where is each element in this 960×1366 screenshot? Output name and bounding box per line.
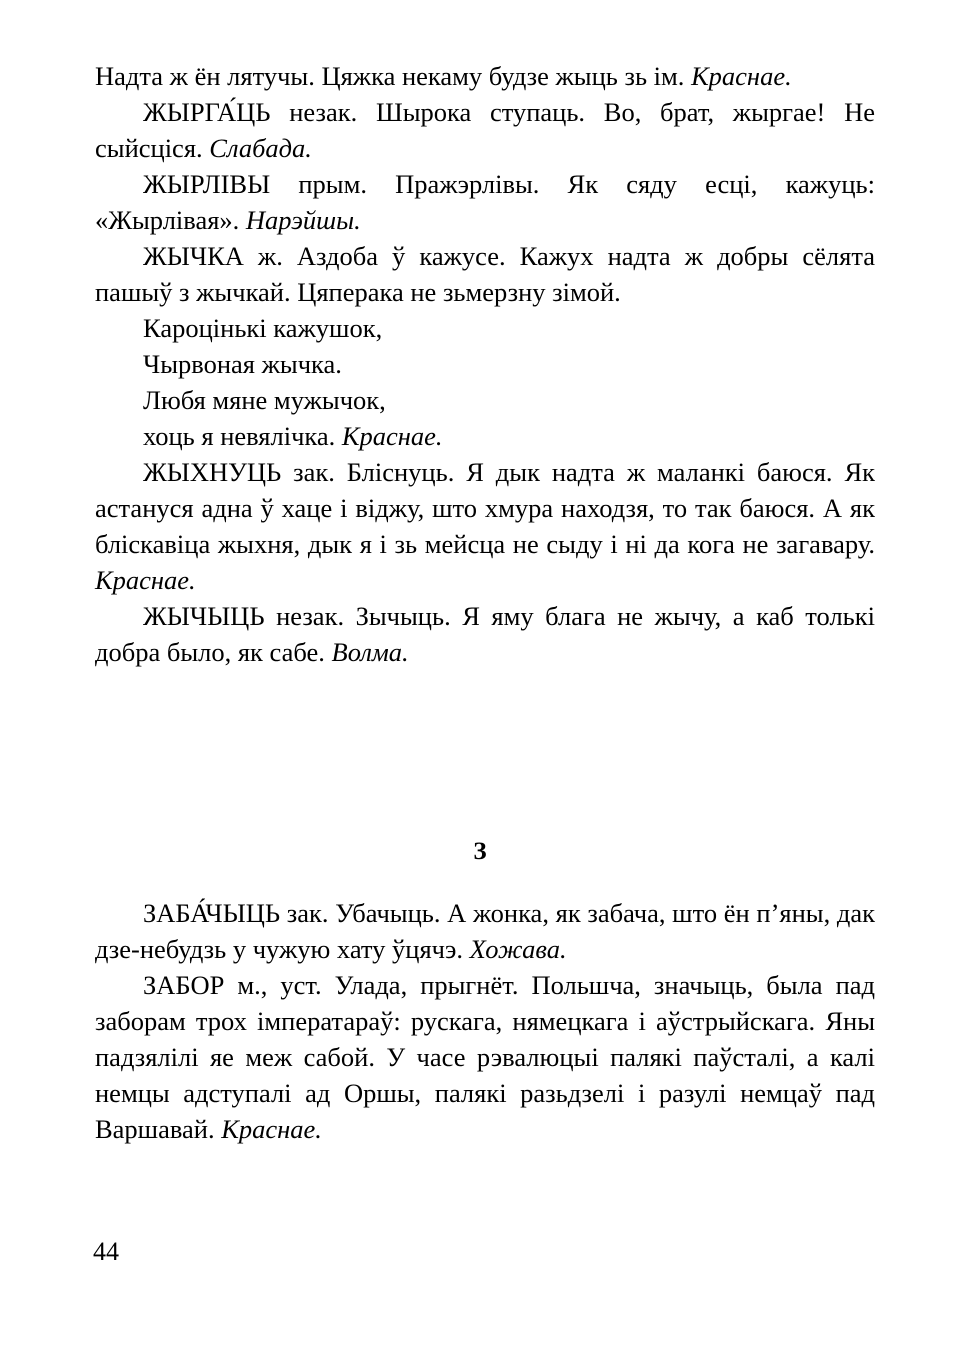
entry-source: Волма.: [331, 637, 409, 667]
text-column-after-section: [95, 895, 875, 1147]
entry-body: м., уст. Улада, прыгнёт. Польшча, значыць, была пад заборам трох імператараў: рускага, нямецкага і аўстрыйскага. Яны падзялілі яе меж сабой. У часе рэвалюцыі палякі паўсталі, а калі немцы адступалі ад Оршы, палякі разьдзелі і разулі немцаў пад Варшавай.: [95, 970, 875, 1144]
entry-headword: ЗАБОР: [143, 970, 225, 1000]
entry-zabor: [95, 967, 875, 1147]
entry-headword: ЖЫРГА́ЦЬ: [143, 97, 271, 127]
verse-line: Любя мяне мужычок,: [143, 385, 386, 415]
entry-headword: ЖЫХНУЦЬ: [143, 457, 282, 487]
entry-source: Слабада.: [209, 133, 312, 163]
entry-body: ж. Аздоба ў кажусе. Кажух надта ж добры сёлята пашыў з жычкай. Цяперака не зьмерзну зімой.: [95, 241, 875, 307]
entry-body: Надта ж ён лятучы. Цяжка некаму будзе жыць зь ім.: [95, 61, 692, 91]
entry-zhyrlivy: [95, 166, 875, 238]
entry-zhychka: [95, 238, 875, 310]
entry-source: Краснае.: [691, 61, 792, 91]
verse-source: Краснае.: [341, 421, 443, 451]
entry-body: незак. Зычыць. Я яму блага не жычу, а каб толькі добра было, як сабе.: [95, 601, 875, 667]
entry-zhychyc: [95, 598, 875, 670]
entry-source: Хожава.: [469, 934, 567, 964]
entry-headword: ЖЫЧКА: [143, 241, 244, 271]
entry-zhyrhac: [95, 94, 875, 166]
verse-line-last: [143, 418, 875, 454]
verse-block: [95, 310, 875, 454]
entry-zhyhnuc: [95, 454, 875, 598]
page-number: 44: [93, 1237, 119, 1266]
entry-headword: ЖЫРЛІВЫ: [143, 169, 271, 199]
entry-source: Нарэйшы.: [245, 205, 361, 235]
verse-line: Чырвоная жычка.: [143, 349, 342, 379]
section-letter-heading: З: [473, 838, 487, 865]
entry-body: зак. Бліснуць. Я дык надта ж маланкі баюся. Як астануся адна ў хаце і віджу, што хмура находзя, то так баюся. А як бліскавіца жыхня, дык я і зь мейсца не сыду і ні да кога не загавару.: [95, 457, 875, 559]
entry-source: Краснае.: [221, 1114, 322, 1144]
entry-body: незак. Шырока ступаць. Во, брат, жыргае! Не сыйсціся.: [95, 97, 875, 163]
verse-line: Кароцінькі кажушок,: [143, 313, 383, 343]
entry-zabachyc: [95, 895, 875, 967]
entry-headword: ЖЫЧЫЦЬ: [143, 601, 265, 631]
verse-line-text: хоць я невялічка.: [143, 421, 336, 451]
entry-body: прым. Пражэрлівы. Як сяду есці, кажуць: «Жырлівая».: [95, 169, 875, 235]
paragraph-continuation: [95, 58, 875, 94]
entry-headword: ЗАБА́ЧЫЦЬ: [143, 898, 281, 928]
entry-source: Краснае.: [95, 565, 196, 595]
entry-body: зак. Убачыць. А жонка, як забача, што ён п’яны, дак дзе-небудзь у чужую хату ўцячэ.: [95, 898, 875, 964]
text-column: [95, 58, 875, 670]
